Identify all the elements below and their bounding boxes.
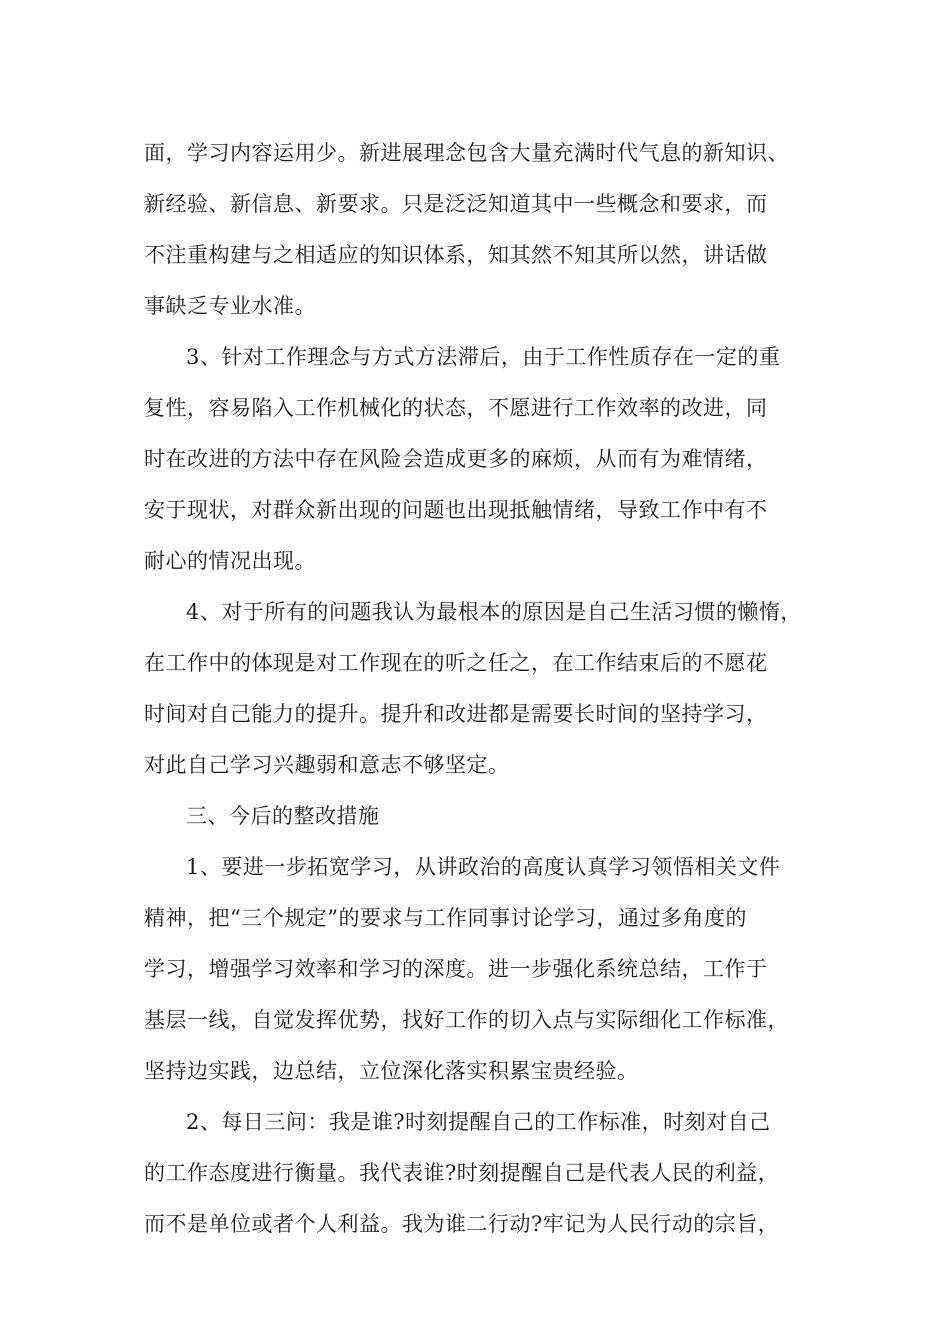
paragraph-start-line: 2、每日三问：我是谁?时刻提醒自己的工作标准，时刻对自己 [186,1110,771,1134]
text-line: 基层一线，自觉发挥优势，找好工作的切入点与实际细化工作标准， [144,1008,789,1032]
text-line: 事缺乏专业水准。 [144,294,316,318]
text-line: 学习，增强学习效率和学习的深度。进一步强化系统总结，工作于 [144,957,768,981]
text-line: 时间对自己能力的提升。提升和改进都是需要长时间的坚持学习， [144,702,768,726]
text-line: 新经验、新信息、新要求。只是泛泛知道其中一些概念和要求，而 [144,192,768,216]
section-heading: 三、今后的整改措施 [186,804,380,828]
paragraph-start-line: 4、对于所有的问题我认为最根本的原因是自己生活习惯的懒惰， [186,600,802,624]
text-line: 精神，把“三个规定”的要求与工作同事讨论学习，通过多角度的 [144,906,747,930]
text-line: 复性，容易陷入工作机械化的状态，不愿进行工作效率的改进，同 [144,396,768,420]
text-line: 安于现状，对群众新出现的问题也出现抵触情绪，导致工作中有不 [144,498,768,522]
text-line: 不注重构建与之相适应的知识体系，知其然不知其所以然，讲话做 [144,243,768,267]
text-line: 而不是单位或者个人利益。我为谁二行动?牢记为人民行动的宗旨， [144,1212,780,1236]
document-body [144,128,824,1250]
text-line: 坚持边实践，边总结，立位深化落实积累宝贵经验。 [144,1059,639,1083]
text-line: 在工作中的体现是对工作现在的听之任之，在工作结束后的不愿花 [144,651,768,675]
text-line: 面，学习内容运用少。新进展理念包含大量充满时代气息的新知识、 [144,141,789,165]
paragraph-start-line: 1、要进一步拓宽学习，从讲政治的高度认真学习领悟相关文件 [186,855,781,879]
paragraph-start-line: 3、针对工作理念与方式方法滞后，由于工作性质存在一定的重 [186,345,781,369]
text-line: 耐心的情况出现。 [144,549,316,573]
text-line: 的工作态度进行衡量。我代表谁?时刻提醒自己是代表人民的利益， [144,1161,780,1185]
text-line: 对此自己学习兴趣弱和意志不够坚定。 [144,753,510,777]
text-line: 时在改进的方法中存在风险会造成更多的麻烦，从而有为难情绪， [144,447,768,471]
